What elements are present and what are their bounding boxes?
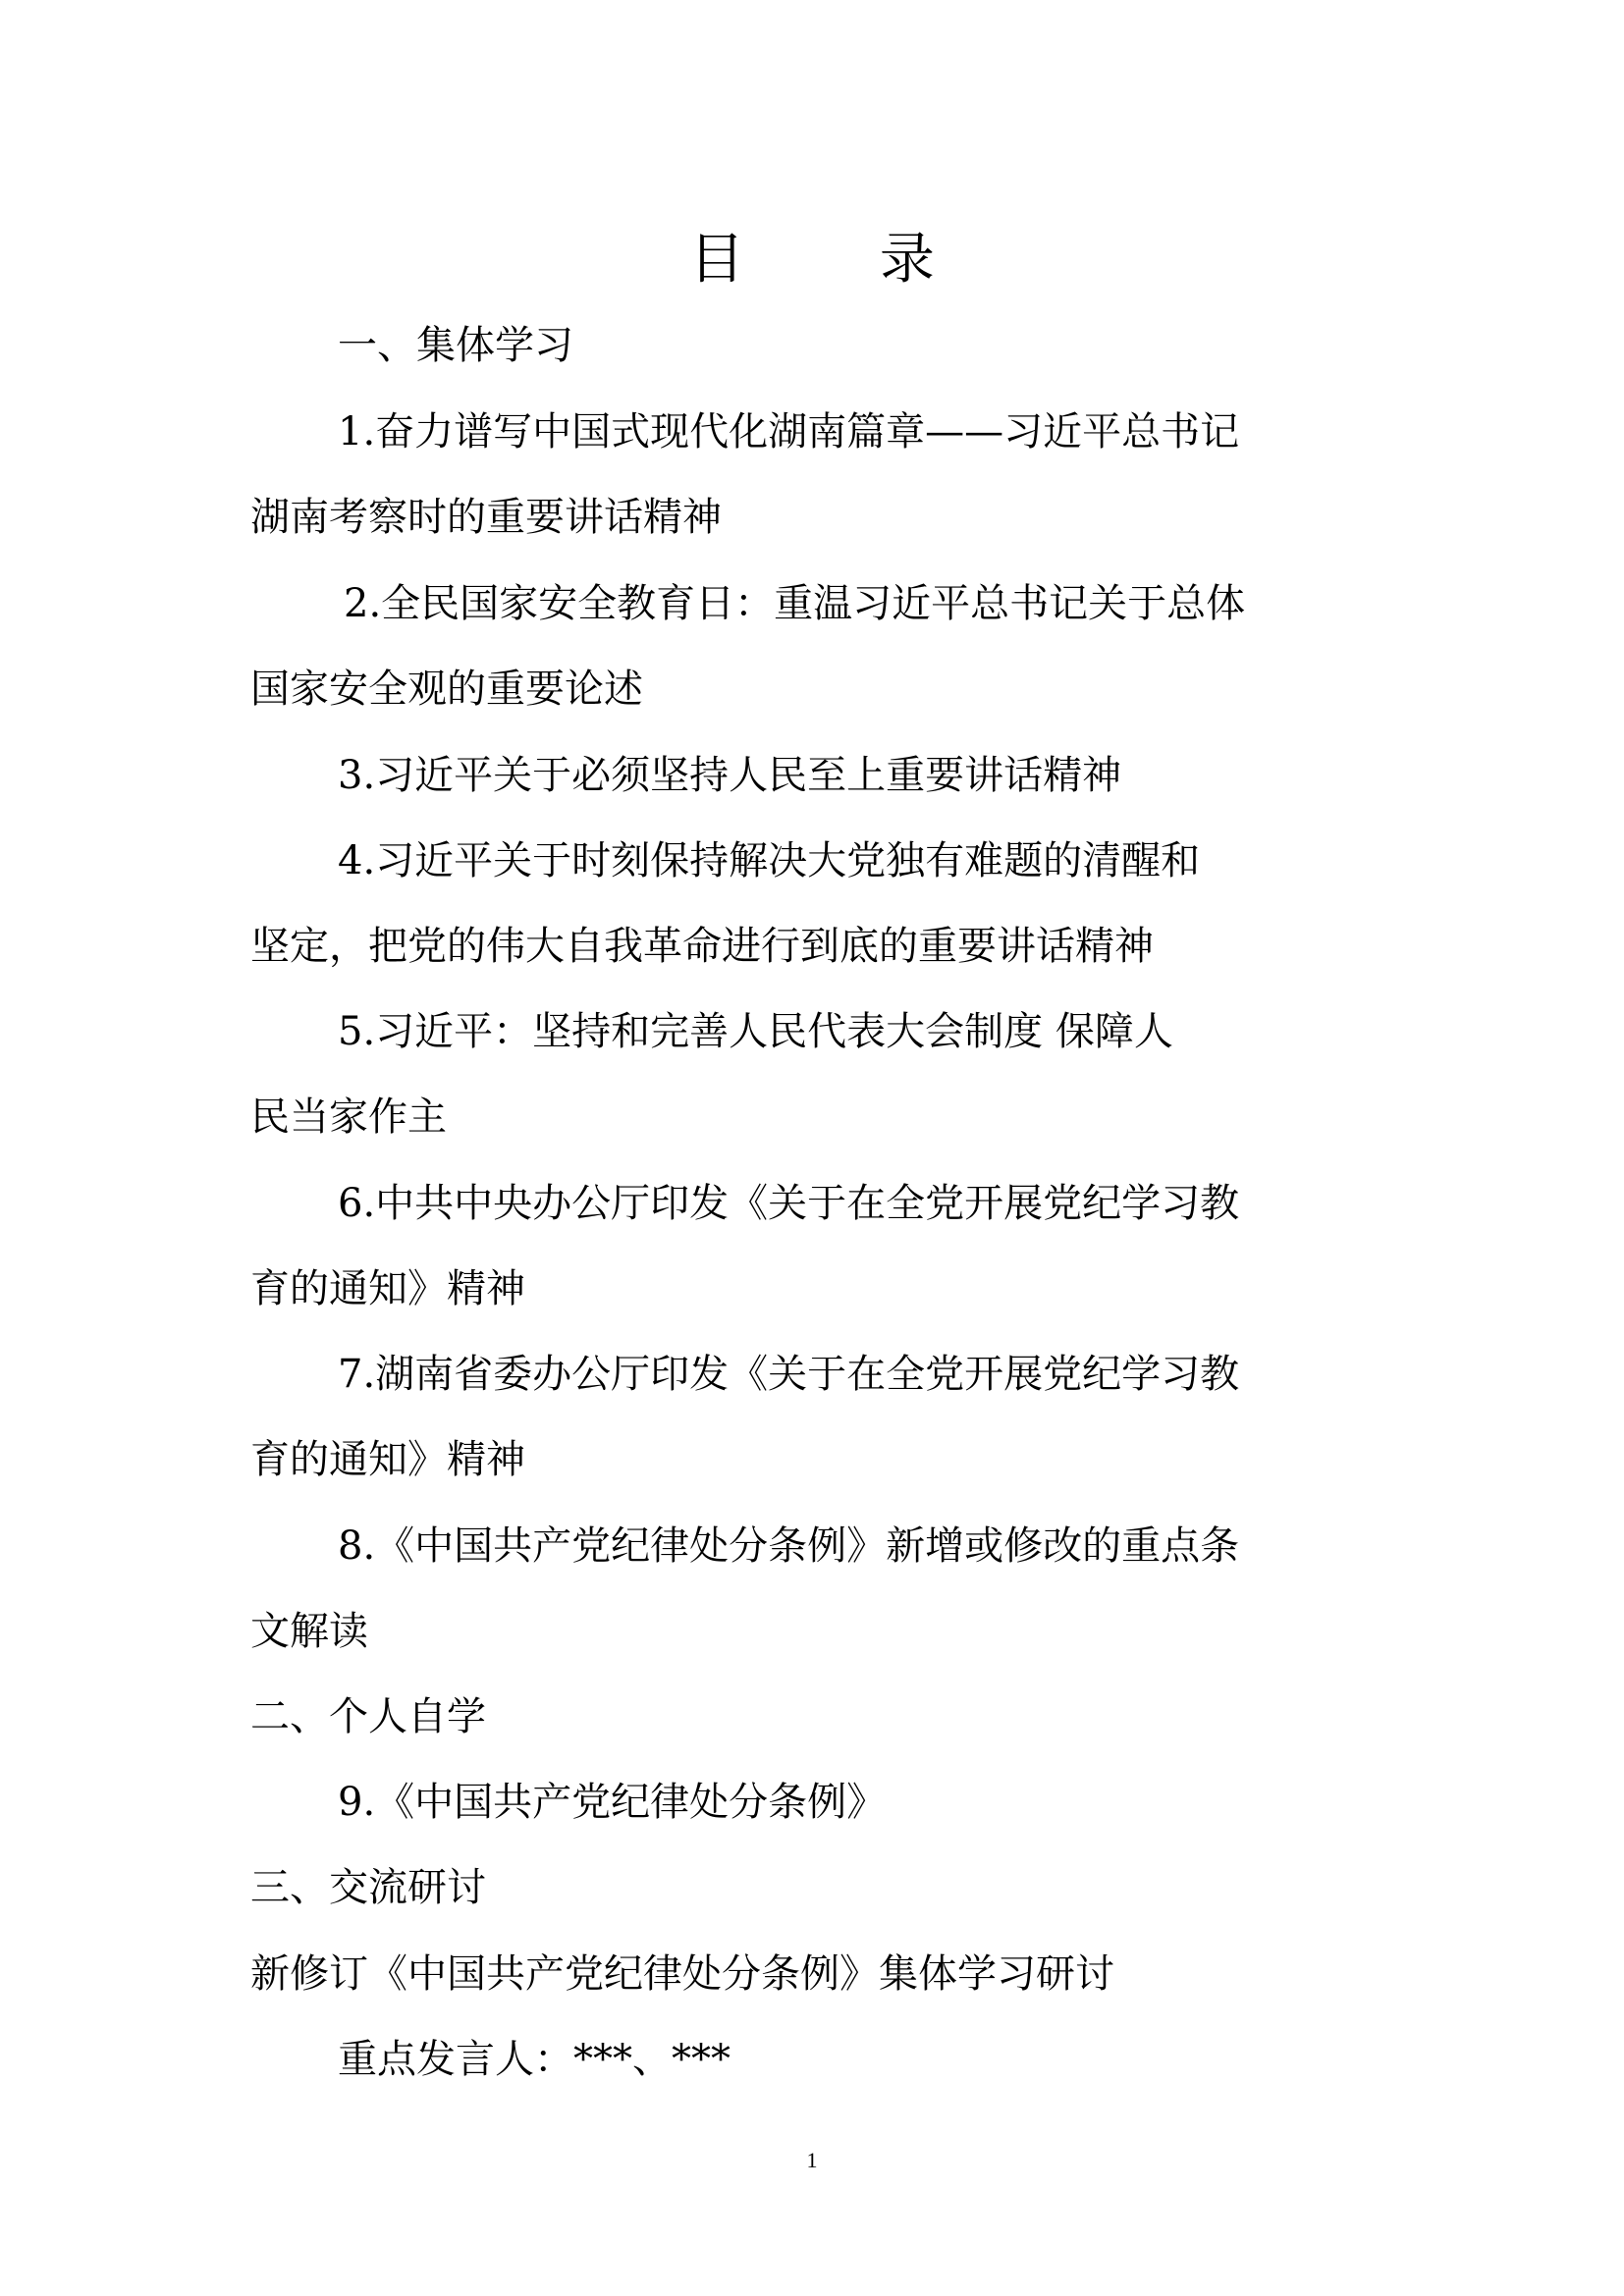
toc-item-4-line-2: 坚定，把党的伟大自我革命进行到底的重要讲话精神 [250,924,1154,969]
toc-item-2-line-1: 2.全民国家安全教育日：重温习近平总书记关于总体 [344,581,1246,626]
page-title: 目 录 [689,228,994,292]
page-number: 1 [806,2148,818,2172]
toc-item-1-line-2: 湖南考察时的重要讲话精神 [250,495,722,540]
section-heading-self-study: 二、个人自学 [250,1694,486,1739]
section-heading-discussion: 三、交流研讨 [250,1865,486,1910]
toc-item-6-line-2: 育的通知》精神 [250,1266,525,1311]
toc-item-5-line-2: 民当家作主 [250,1095,447,1140]
toc-item-9-line-1: 9.《中国共产党纪律处分条例》 [338,1780,887,1825]
section-heading-collective-study: 一、集体学习 [338,323,573,368]
toc-item-4-line-1: 4.习近平关于时刻保持解决大党独有难题的清醒和 [338,838,1201,883]
toc-item-7-line-1: 7.湖南省委办公厅印发《关于在全党开展党纪学习教 [338,1352,1240,1397]
toc-item-3-line-1: 3.习近平关于必须坚持人民至上重要讲话精神 [338,753,1122,798]
key-speakers: 重点发言人：***、*** [338,2037,731,2082]
toc-item-5-line-1: 5.习近平：坚持和完善人民代表大会制度 保障人 [338,1009,1173,1054]
toc-item-6-line-1: 6.中共中央办公厅印发《关于在全党开展党纪学习教 [338,1181,1240,1226]
toc-item-7-line-2: 育的通知》精神 [250,1437,525,1482]
toc-item-8-line-1: 8.《中国共产党纪律处分条例》新增或修改的重点条 [338,1523,1240,1569]
toc-item-2-line-2: 国家安全观的重要论述 [250,667,643,712]
toc-item-8-line-2: 文解读 [250,1609,368,1654]
toc-item-1-line-1: 1.奋力谱写中国式现代化湖南篇章——习近平总书记 [338,409,1240,454]
discussion-topic: 新修订《中国共产党纪律处分条例》集体学习研讨 [250,1951,1114,1997]
